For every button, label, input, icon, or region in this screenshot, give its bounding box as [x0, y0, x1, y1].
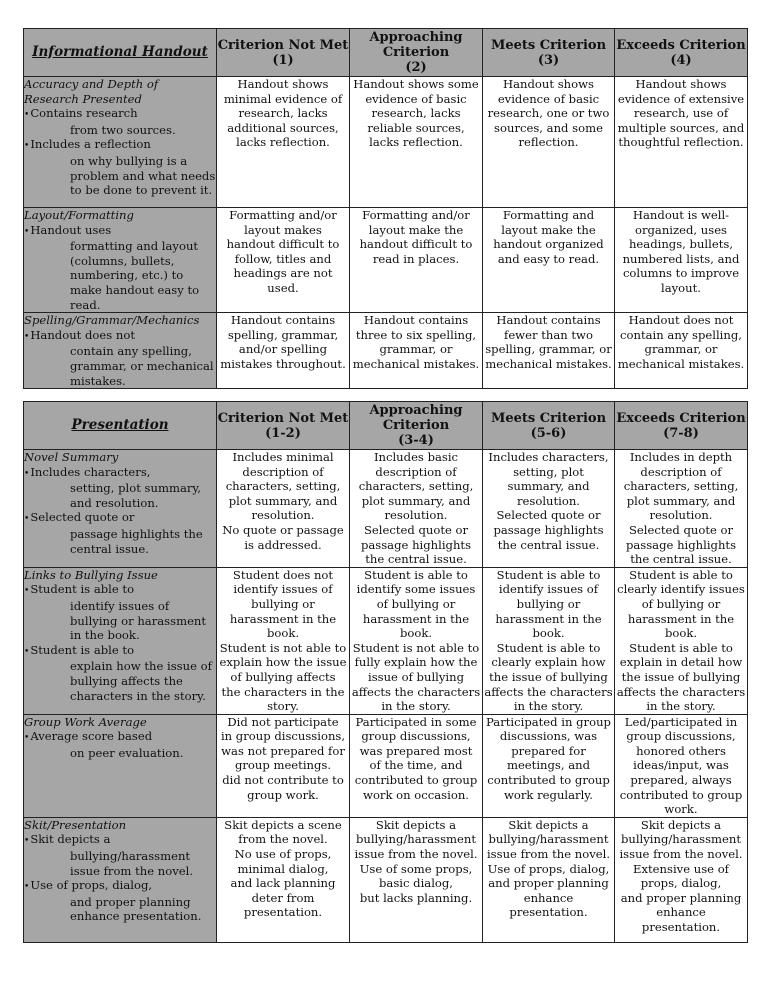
criterion-cell — [24, 313, 217, 389]
descriptor-cell: Skit depicts a scene from the novel. No use of props, minimal dialog, and lack planning deter from presentation. — [217, 817, 350, 942]
criterion-name: Group Work Average — [24, 714, 147, 729]
level-title: Exceeds Criterion — [616, 410, 746, 426]
level-title: Criterion Not Met — [217, 410, 349, 426]
descriptor-cell: Did not participate in group discussions, was not prepared for group meetings. did not contribute to group work. — [217, 714, 350, 817]
criterion-name: Spelling/Grammar/Mechanics — [24, 313, 200, 328]
level-title: Meets Criterion — [490, 37, 607, 53]
bullet-rest: identify issues of bullying or harassment in the book. — [70, 598, 207, 643]
handout-rubric-table — [23, 28, 748, 389]
bullet-lead: • Skit depicts a — [24, 832, 216, 849]
descriptor-cell: Student is able to identify some issues of bullying or harassment in the book. Student is not able to fully explain how the issue of bullying affects the characters in the story. — [350, 567, 483, 714]
descriptor-cell: Handout shows minimal evidence of research, lacks additional sources, lacks reflection. — [217, 77, 350, 208]
criterion-bullet — [24, 223, 216, 313]
handout-header-row — [24, 29, 748, 77]
level-score: (3-4) — [398, 433, 434, 448]
descriptor-cell: Includes characters, setting, plot summary, and resolution. Selected quote or passage highlights the central issue. — [483, 450, 615, 568]
descriptor-cell: Handout shows some evidence of basic research, lacks reliable sources, lacks reflection. — [350, 77, 483, 208]
bullet-rest: on peer evaluation. — [70, 745, 184, 760]
level-title: Approaching Criterion — [369, 30, 463, 60]
bullet-lead: • Average score based — [24, 729, 216, 746]
bullet-lead: • Selected quote or — [24, 510, 216, 527]
level-score: (1-2) — [265, 425, 301, 441]
bullet-rest: passage highlights the central issue. — [70, 526, 203, 556]
criterion-row-group-work — [24, 714, 748, 817]
criterion-name: Skit/Presentation — [24, 817, 127, 832]
bullet-lead: • Student is able to — [24, 582, 216, 599]
presentation-level-1 — [217, 402, 350, 450]
criterion-row-skit — [24, 817, 748, 942]
level-score: (3) — [537, 52, 560, 68]
bullet-rest: contain any spelling, grammar, or mechanical mistakes. — [70, 344, 214, 388]
bullet-rest: formatting and layout (columns, bullets, numbering, etc.) to make handout easy to read. — [70, 239, 200, 312]
criterion-bullet — [24, 832, 216, 878]
presentation-level-2 — [350, 402, 483, 450]
descriptor-cell: Participated in some group discussions, was prepared most of the time, and contributed to group work on occasion. — [350, 714, 483, 817]
descriptor-cell: Formatting and/or layout makes handout difficult to follow, titles and headings are not used. — [217, 208, 350, 313]
bullet-rest: and proper planning enhance presentation. — [70, 894, 202, 924]
criterion-cell — [24, 714, 217, 817]
criterion-cell — [24, 77, 217, 208]
bullet-rest: bullying/harassment issue from the novel. — [70, 849, 194, 878]
criterion-bullet — [24, 729, 216, 760]
criterion-bullet — [24, 465, 216, 511]
criterion-bullet — [24, 582, 216, 642]
presentation-level-4 — [615, 402, 748, 450]
bullet-rest: setting, plot summary, and resolution. — [70, 481, 202, 510]
criterion-name: Novel Summary — [24, 450, 119, 464]
descriptor-cell: Student is able to clearly identify issues of bullying or harassment in the book. Student is able to explain in detail how the issue of bullying affects the characters in the story. — [615, 567, 748, 714]
bullet-lead: • Includes characters, — [24, 465, 216, 482]
criterion-row-spelling — [24, 313, 748, 389]
presentation-rubric-table — [23, 401, 748, 943]
criterion-name: Accuracy and Depth of Research Presented — [24, 77, 159, 106]
descriptor-cell: Handout does not contain any spelling, grammar, or mechanical mistakes. — [615, 313, 748, 389]
bullet-lead: • Use of props, dialog, — [24, 878, 216, 895]
descriptor-cell: Skit depicts a bullying/harassment issue from the novel. Use of props, dialog, and proper planning enhance presentation. — [483, 817, 615, 942]
descriptor-cell: Handout is well- organized, uses headings, bullets, numbered lists, and columns to improve layout. — [615, 208, 748, 313]
bullet-lead: • Contains research — [24, 106, 216, 123]
criterion-row-layout — [24, 208, 748, 313]
bullet-rest: on why bullying is a problem and what needs to be done to prevent it. — [70, 153, 216, 198]
level-title: Exceeds Criterion — [616, 37, 746, 53]
descriptor-cell: Handout contains spelling, grammar, and/or spelling mistakes throughout. — [217, 313, 350, 389]
presentation-level-3 — [483, 402, 615, 450]
descriptor-cell: Handout shows evidence of basic research, one or two sources, and some reflection. — [483, 77, 615, 208]
level-score: (7-8) — [663, 425, 699, 441]
level-score: (2) — [405, 60, 427, 75]
criterion-cell — [24, 567, 217, 714]
descriptor-cell: Student does not identify issues of bullying or harassment in the book. Student is not able to explain how the issue of bullying affects the characters in the story. — [217, 567, 350, 714]
bullet-rest: from two sources. — [70, 122, 176, 137]
level-title: Approaching Criterion — [369, 403, 463, 433]
criterion-bullet — [24, 137, 216, 197]
criterion-cell — [24, 208, 217, 313]
descriptor-cell: Includes minimal description of characters, setting, plot summary, and resolution. No quote or passage is addressed. — [217, 450, 350, 568]
handout-level-1 — [217, 29, 350, 77]
descriptor-cell: Led/participated in group discussions, honored others ideas/input, was prepared, always contributed to group work. — [615, 714, 748, 817]
level-title: Meets Criterion — [490, 410, 607, 426]
descriptor-cell: Handout contains fewer than two spelling, grammar, or mechanical mistakes. — [483, 313, 615, 389]
level-score: (1) — [272, 52, 294, 68]
bullet-lead: • Student is able to — [24, 643, 216, 660]
criterion-bullet — [24, 878, 216, 924]
descriptor-cell: Skit depicts a bullying/harassment issue from the novel. Use of some props, basic dialog, but lacks planning. — [350, 817, 483, 942]
criterion-row-novel-summary — [24, 450, 748, 568]
criterion-name: Links to Bullying Issue — [24, 567, 158, 582]
presentation-header-row — [24, 402, 748, 450]
descriptor-cell: Handout shows evidence of extensive research, use of multiple sources, and thoughtful reflection. — [615, 77, 748, 208]
criterion-row-links-bullying — [24, 567, 748, 714]
criterion-bullet — [24, 643, 216, 703]
descriptor-cell: Skit depicts a bullying/harassment issue from the novel. Extensive use of props, dialog, and proper planning enhance presentation. — [615, 817, 748, 942]
bullet-rest: explain how the issue of bullying affects the characters in the story. — [70, 659, 212, 703]
handout-title: Informational Handout — [24, 29, 217, 77]
criterion-name: Layout/Formatting — [24, 208, 134, 222]
criterion-row-accuracy — [24, 77, 748, 208]
handout-level-4 — [615, 29, 748, 77]
criterion-bullet — [24, 106, 216, 137]
level-score: (5-6) — [530, 425, 567, 441]
descriptor-cell: Student is able to identify issues of bullying or harassment in the book. Student is able to clearly explain how the issue of bullying affects the characters in the story. — [484, 567, 613, 714]
handout-level-3 — [483, 29, 615, 77]
bullet-lead: • Handout uses — [24, 223, 216, 240]
descriptor-cell: Formatting and layout make the handout organized and easy to read. — [483, 208, 615, 313]
handout-level-2 — [350, 29, 483, 77]
descriptor-cell: Formatting and/or layout make the handout difficult to read in places. — [350, 208, 483, 313]
criterion-cell — [24, 817, 217, 942]
bullet-lead: • Includes a reflection — [24, 137, 216, 154]
criterion-bullet — [24, 328, 216, 388]
bullet-lead: • Handout does not — [24, 328, 216, 345]
descriptor-cell: Participated in group discussions, was prepared for meetings, and contributed to group work regularly. — [483, 714, 615, 817]
level-title: Criterion Not Met — [217, 37, 349, 53]
descriptor-cell: Handout contains three to six spelling, grammar, or mechanical mistakes. — [350, 313, 483, 389]
descriptor-cell: Includes basic description of characters, setting, plot summary, and resolution. Selected quote or passage highlights the central issue. — [350, 450, 483, 568]
criterion-bullet — [24, 510, 216, 556]
descriptor-cell: Includes in depth description of characters, setting, plot summary, and resolution. Selected quote or passage highlights the central issue. — [615, 450, 748, 568]
presentation-title: Presentation — [24, 402, 217, 450]
level-score: (4) — [670, 52, 692, 68]
criterion-cell — [24, 450, 217, 568]
